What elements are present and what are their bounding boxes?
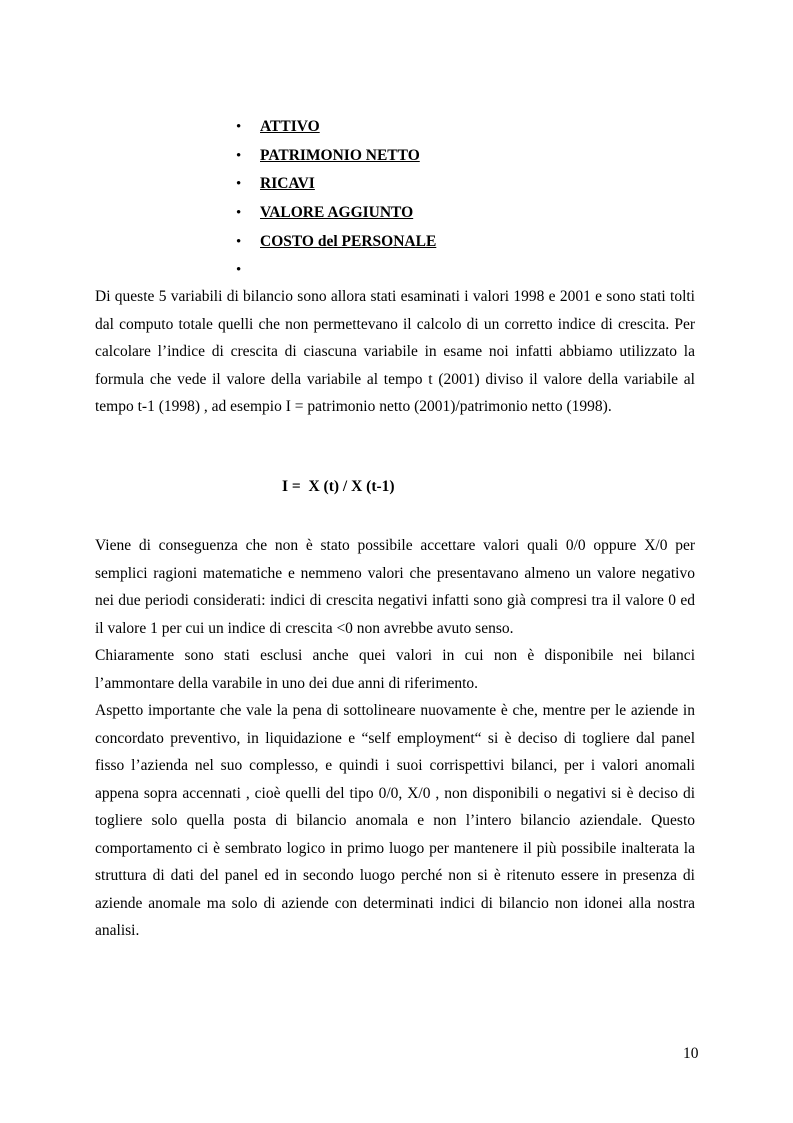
list-item-label: RICAVI	[260, 175, 315, 193]
bullet-icon: •	[236, 147, 242, 164]
list-item-label: ATTIVO	[260, 118, 320, 135]
list-item-label: VALORE AGGIUNTO	[260, 204, 414, 222]
page-number: 10	[683, 1045, 699, 1062]
list-item	[236, 113, 436, 142]
list-item-label: COSTO del PERSONALE	[260, 232, 437, 250]
bullet-icon: •	[236, 176, 242, 193]
list-item	[236, 228, 436, 257]
variable-list	[236, 113, 436, 285]
list-item	[236, 170, 436, 199]
excluded-paragraph: Chiaramente sono stati esclusi anche quei valori in cui non è disponibile nei bilanci l’ammontare della varabile in uno dei due anni di riferimento.	[95, 647, 695, 692]
bullet-icon: •	[236, 119, 242, 135]
list-item	[236, 199, 436, 228]
body-text	[95, 532, 695, 945]
consequence-paragraph: Viene di conseguenza che non è stato possibile accettare valori quali 0/0 oppure X/0 per semplici ragioni matematiche e nemmeno valori che presentavano almeno un valore negativo nei due periodi considerati: indici di crescita negativi infatti sono già compresi tra il valore 0 ed il valore 1 per cui un indice di crescita <0 non avrebbe avuto senso.	[95, 537, 695, 637]
intro-paragraph: Di queste 5 variabili di bilancio sono allora stati esaminati i valori 1998 e 2001 e sono stati tolti dal computo totale quelli che non permettevano il calcolo di un corretto indice di crescita. Per calcolare l’indice di crescita di ciascuna variabile in esame noi infatti abbiamo utilizzato la formula che vede il valore della variabile al tempo t (2001) diviso il valore della variabile al tempo t-1 (1998) , ad esempio I = patrimonio netto (2001)/patrimonio netto (1998).	[95, 288, 695, 415]
bullet-icon: •	[236, 205, 242, 222]
list-item	[236, 142, 436, 171]
important-paragraph: Aspetto importante che vale la pena di sottolineare nuovamente è che, mentre per le aziende in concordato preventivo, in liquidazione e “self employment“ si è deciso di togliere dal panel fisso l’azienda nel suo complesso, e quindi i suoi corrispettivi bilanci, per i valori anomali appena sopra accennati , cioè quelli del tipo 0/0, X/0 , non disponibili o negativi si è deciso di togliere solo quella posta di bilancio anomala e non l’intero bilancio aziendale. Questo comportamento ci è sembrato logico in primo luogo per mantenere il più possibile inalterata la struttura di dati del panel ed in secondo luogo perché non si è ritenuto essere in presenza di aziende anomale ma solo di aziende con determinati indici di bilancio non idonei alla nostra analisi.	[95, 702, 695, 939]
growth-index-formula: I = X (t) / X (t-1)	[282, 478, 395, 495]
list-item	[236, 256, 436, 285]
bullet-icon: •	[236, 262, 242, 279]
list-item-label: PATRIMONIO NETTO	[260, 146, 420, 164]
bullet-icon: •	[236, 233, 242, 250]
